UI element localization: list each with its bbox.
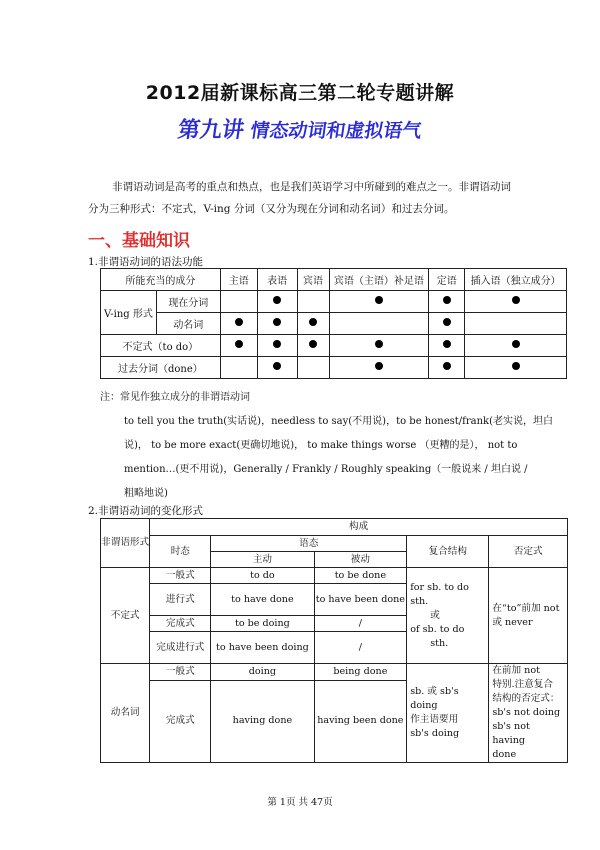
- function-dot-icon: [512, 362, 520, 370]
- passive-cell: /: [314, 616, 407, 632]
- compound-cell: [407, 568, 489, 664]
- negative-cell: [489, 664, 568, 763]
- function-cell: [429, 313, 465, 335]
- header-compound: 复合结构: [407, 536, 489, 568]
- table-row: [101, 335, 567, 357]
- active-cell: doing: [211, 664, 314, 681]
- header-cell: 主语: [220, 269, 257, 291]
- header-form: 非谓语形式: [101, 519, 150, 568]
- function-cell: [465, 335, 567, 357]
- function-dot-icon: [273, 296, 281, 304]
- table-row: [101, 664, 568, 681]
- function-cell: [329, 335, 429, 357]
- function-dot-icon: [443, 296, 451, 304]
- header-cell: 所能充当的成分: [101, 269, 221, 291]
- function-dot-icon: [309, 340, 317, 348]
- form-label-gerund: 动名词: [101, 664, 150, 763]
- function-dot-icon: [443, 340, 451, 348]
- passive-cell: to be done: [314, 568, 407, 584]
- row-label: 不定式（to do）: [101, 335, 221, 357]
- function-cell: [220, 335, 257, 357]
- page-footer: 第 1页 共 47页: [267, 797, 333, 808]
- active-cell: to do: [211, 568, 314, 584]
- active-cell: to be doing: [211, 616, 314, 632]
- compound-line: of sb. to do: [410, 623, 465, 635]
- passive-cell: being done: [314, 664, 407, 681]
- function-dot-icon: [375, 340, 383, 348]
- lecture-number: 第九讲: [176, 118, 246, 143]
- compound-line: sth.: [410, 595, 429, 607]
- compound-line: for sb. to do: [410, 581, 469, 593]
- tense-cell: 完成进行式: [150, 632, 211, 664]
- note-line: 粗略地说): [124, 488, 168, 499]
- tense-cell: 进行式: [150, 584, 211, 616]
- function-cell: [257, 291, 297, 313]
- table-row: [101, 291, 567, 313]
- function-cell: [257, 313, 297, 335]
- compound-line: doing: [410, 700, 438, 711]
- header-cell: 宾语（主语）补足语: [329, 269, 429, 291]
- negative-line: sb's not doing: [492, 707, 561, 718]
- function-dot-icon: [443, 362, 451, 370]
- function-dot-icon: [375, 362, 383, 370]
- function-cell: [257, 357, 297, 379]
- function-dot-icon: [273, 362, 281, 370]
- function-dot-icon: [235, 340, 243, 348]
- function-cell: [220, 291, 257, 313]
- function-cell: [329, 313, 429, 335]
- function-dot-icon: [512, 340, 520, 348]
- function-cell: [220, 357, 257, 379]
- header-voice: 语态: [211, 536, 407, 552]
- negative-cell: 在“to”前加 not 或 never: [489, 568, 568, 664]
- function-cell: [257, 335, 297, 357]
- tense-cell: 一般式: [150, 568, 211, 584]
- note-line: 说)， to be more exact(更确切地说)， to make things worse （更糟的是）， not to: [124, 440, 518, 451]
- function-cell: [297, 313, 329, 335]
- compound-line: sb. 或 sb's: [410, 686, 459, 697]
- passive-cell: to have been done: [314, 584, 407, 616]
- tense-cell: 完成式: [150, 680, 211, 762]
- function-cell: [297, 291, 329, 313]
- table-row: [101, 313, 567, 335]
- header-cell: 表语: [257, 269, 297, 291]
- function-cell: [429, 335, 465, 357]
- header-tense: 时态: [150, 536, 211, 568]
- function-cell: [220, 313, 257, 335]
- function-cell: [465, 313, 567, 335]
- negative-line: 特别.注意复合: [492, 679, 553, 690]
- function-cell: [329, 357, 429, 379]
- subheading-grammar-functions: 1.非谓语动词的语法功能: [88, 256, 204, 268]
- intro-line-2: 分为三种形式：不定式，V-ing 分词（又分为现在分词和动名词）和过去分词。: [88, 203, 455, 215]
- tense-cell: 完成式: [150, 616, 211, 632]
- header-cell: 插入语（独立成分）: [465, 269, 567, 291]
- row-label: 动名词: [156, 313, 220, 335]
- compound-line: 或: [430, 609, 440, 621]
- intro-line-1: 非谓语动词是高考的重点和热点，也是我们英语学习中所碰到的难点之一。非谓语动词: [112, 181, 511, 193]
- lecture-subtitle: [0, 113, 600, 144]
- function-cell: [297, 335, 329, 357]
- table-header-row: [101, 269, 567, 291]
- note-line: to tell you the truth(实话说)，needless to say(不用说)，to be honest/frank(老实说，坦白: [124, 416, 553, 427]
- negative-line: 在前加 not: [492, 665, 540, 676]
- passive-cell: /: [314, 632, 407, 664]
- grammar-function-table: [100, 268, 567, 379]
- row-group-label: V-ing 形式: [101, 291, 157, 335]
- table-row: [101, 568, 568, 584]
- function-dot-icon: [512, 296, 520, 304]
- header-passive: 被动: [314, 552, 407, 568]
- negative-line: 结构的否定式：: [492, 693, 560, 704]
- function-cell: [429, 291, 465, 313]
- row-label: 现在分词: [156, 291, 220, 313]
- tense-cell: 一般式: [150, 664, 211, 681]
- form-label-infinitive: 不定式: [101, 568, 150, 664]
- function-cell: [465, 291, 567, 313]
- function-cell: [429, 357, 465, 379]
- negative-line: sb's not having: [492, 721, 530, 746]
- function-cell: [329, 291, 429, 313]
- function-dot-icon: [273, 318, 281, 326]
- header-negative: 否定式: [489, 536, 568, 568]
- compound-cell: [407, 664, 489, 763]
- active-cell: to have done: [211, 584, 314, 616]
- function-dot-icon: [375, 296, 383, 304]
- header-active: 主动: [211, 552, 314, 568]
- function-dot-icon: [273, 340, 281, 348]
- note-label: 注：常见作独立成分的非谓语动词: [100, 392, 250, 403]
- active-cell: having done: [211, 680, 314, 762]
- header-cell: 定语: [429, 269, 465, 291]
- compound-line: sb's doing: [410, 728, 460, 739]
- header-composition: 构成: [150, 519, 568, 536]
- table-row: [101, 357, 567, 379]
- note-line: mention…(更不用说)，Generally / Frankly / Roughly speaking（一般说来 / 坦白说 /: [124, 464, 528, 475]
- function-dot-icon: [235, 318, 243, 326]
- verb-forms-table: [100, 518, 568, 763]
- compound-line: sth.: [430, 637, 449, 649]
- function-cell: [297, 357, 329, 379]
- passive-cell: having been done: [314, 680, 407, 762]
- page-title: 2012届新课标高三第二轮专题讲解: [145, 82, 455, 104]
- section-heading: 一、基础知识: [88, 231, 190, 251]
- function-cell: [465, 357, 567, 379]
- negative-line: done: [492, 749, 517, 760]
- function-dot-icon: [443, 318, 451, 326]
- header-cell: 宾语: [297, 269, 329, 291]
- row-label: 过去分词（done）: [101, 357, 221, 379]
- lecture-topic: 情态动词和虚拟语气: [248, 120, 424, 142]
- subheading-forms: 2.非谓语动词的变化形式: [88, 505, 204, 517]
- function-dot-icon: [309, 318, 317, 326]
- active-cell: to have been doing: [211, 632, 314, 664]
- compound-line: 作主语要用: [410, 714, 459, 725]
